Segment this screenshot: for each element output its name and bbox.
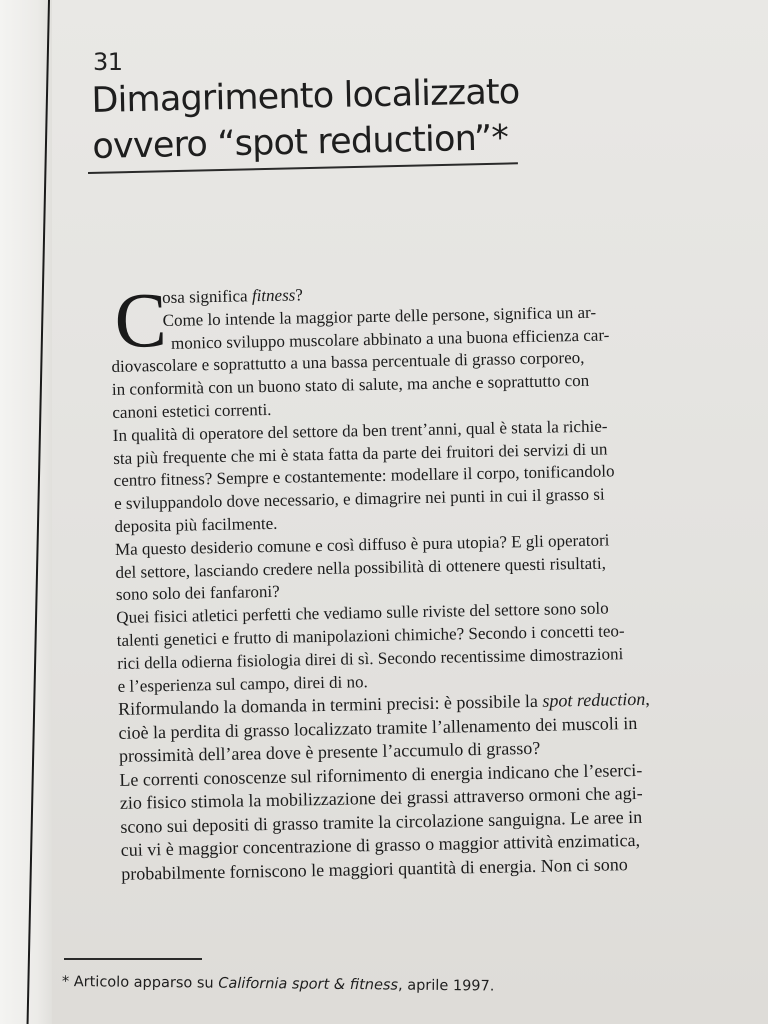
chapter-title-line-1: Dimagrimento localizzato	[91, 72, 520, 121]
chapter-number: 31	[93, 48, 123, 76]
paragraph-2	[113, 412, 755, 538]
text-line: scono sui depositi di grasso tramite la circolazione sanguigna. Le aree in	[120, 806, 643, 837]
drop-cap: C	[113, 275, 168, 364]
footnote: * Articolo apparso su California sport & fitness, aprile 1997.	[61, 974, 495, 995]
text-line: centro fitness? Sempre e costantemente: modellare il corpo, tonificandolo	[113, 461, 615, 491]
text-line: e sviluppandolo dove necessario, e dimagrire nei punti in cui il grasso si	[113, 484, 605, 514]
text-line: del settore, lasciando credere nella possibilità di ottenere questi risultati,	[115, 553, 607, 582]
footnote-rule	[64, 958, 202, 960]
paragraph-5	[118, 686, 759, 769]
text-line: monico sviluppo muscolare abbinato a una buona efficienza car-	[170, 325, 610, 353]
text-line: prossimità dell’area dove è presente l’accumulo di grasso?	[118, 738, 541, 767]
paragraph-1	[110, 276, 753, 425]
text-line: zio fisico stimola la mobilizzazione dei grassi attraverso ormoni che agi-	[119, 783, 643, 814]
chapter-title-line-2: ovvero “spot reduction”*	[92, 118, 509, 167]
text-line: diovascolare e soprattutto a una bassa percentuale di grasso corporeo,	[111, 348, 585, 377]
text-line: Quei fisici atletici perfetti che vediamo sulle riviste del settore sono solo	[116, 598, 609, 628]
text-line: cui vi è maggior concentrazione di grasso o maggior attività enzimatica,	[120, 830, 641, 861]
text-line: probabilmente forniscono le maggiori quantità di energia. Non ci sono	[121, 854, 628, 884]
paragraph-6	[119, 756, 761, 886]
paragraph-4	[116, 595, 758, 698]
text-line: In qualità di operatore del settore da ben trent’anni, qual è stata la richie-	[112, 416, 608, 445]
body-text	[110, 276, 761, 887]
text-line: canoni estetici correnti.	[112, 399, 272, 422]
text-line: sta più frequente che mi è stata fatta da parte dei fruitori dei servizi di un	[113, 439, 608, 468]
text-line: in conformità con un buono stato di salute, ma anche e soprattutto con	[111, 371, 590, 400]
text-line: osa significa fitness?	[162, 285, 304, 307]
emphasis-fitness: fitness	[251, 285, 296, 306]
text-line: Ma questo desiderio comune e così diffuso è pura utopia? E gli operatori	[114, 530, 610, 559]
text-line: talenti genetici e frutto di manipolazioni chimiche? Secondo i concetti teo-	[116, 621, 625, 650]
paragraph-3	[115, 526, 756, 607]
text-line: sono solo dei fanfaroni?	[115, 582, 280, 605]
emphasis-spot-reduction: spot reduction	[542, 689, 646, 712]
text-line: deposita più facilmente.	[114, 513, 278, 536]
text-line: rici della odierna fisiologia direi di sì. Secondo recentissime dimostrazioni	[117, 643, 624, 673]
footnote-source-title: California sport & fitness	[218, 975, 399, 994]
text-line: Le correnti conoscenze sul rifornimento di energia indicano che l’eserci-	[119, 759, 643, 790]
text-line: Come lo intende la maggior parte delle persone, significa un ar-	[162, 302, 597, 330]
text-line: Riformulando la domanda in termini precisi: è possibile la spot reduction,	[117, 689, 650, 720]
text-line: e l’esperienza sul campo, direi di no.	[117, 671, 368, 696]
chapter-title	[91, 69, 521, 170]
text-line: cioè la perdita di grasso localizzato tramite l’allenamento dei muscoli in	[118, 712, 638, 743]
